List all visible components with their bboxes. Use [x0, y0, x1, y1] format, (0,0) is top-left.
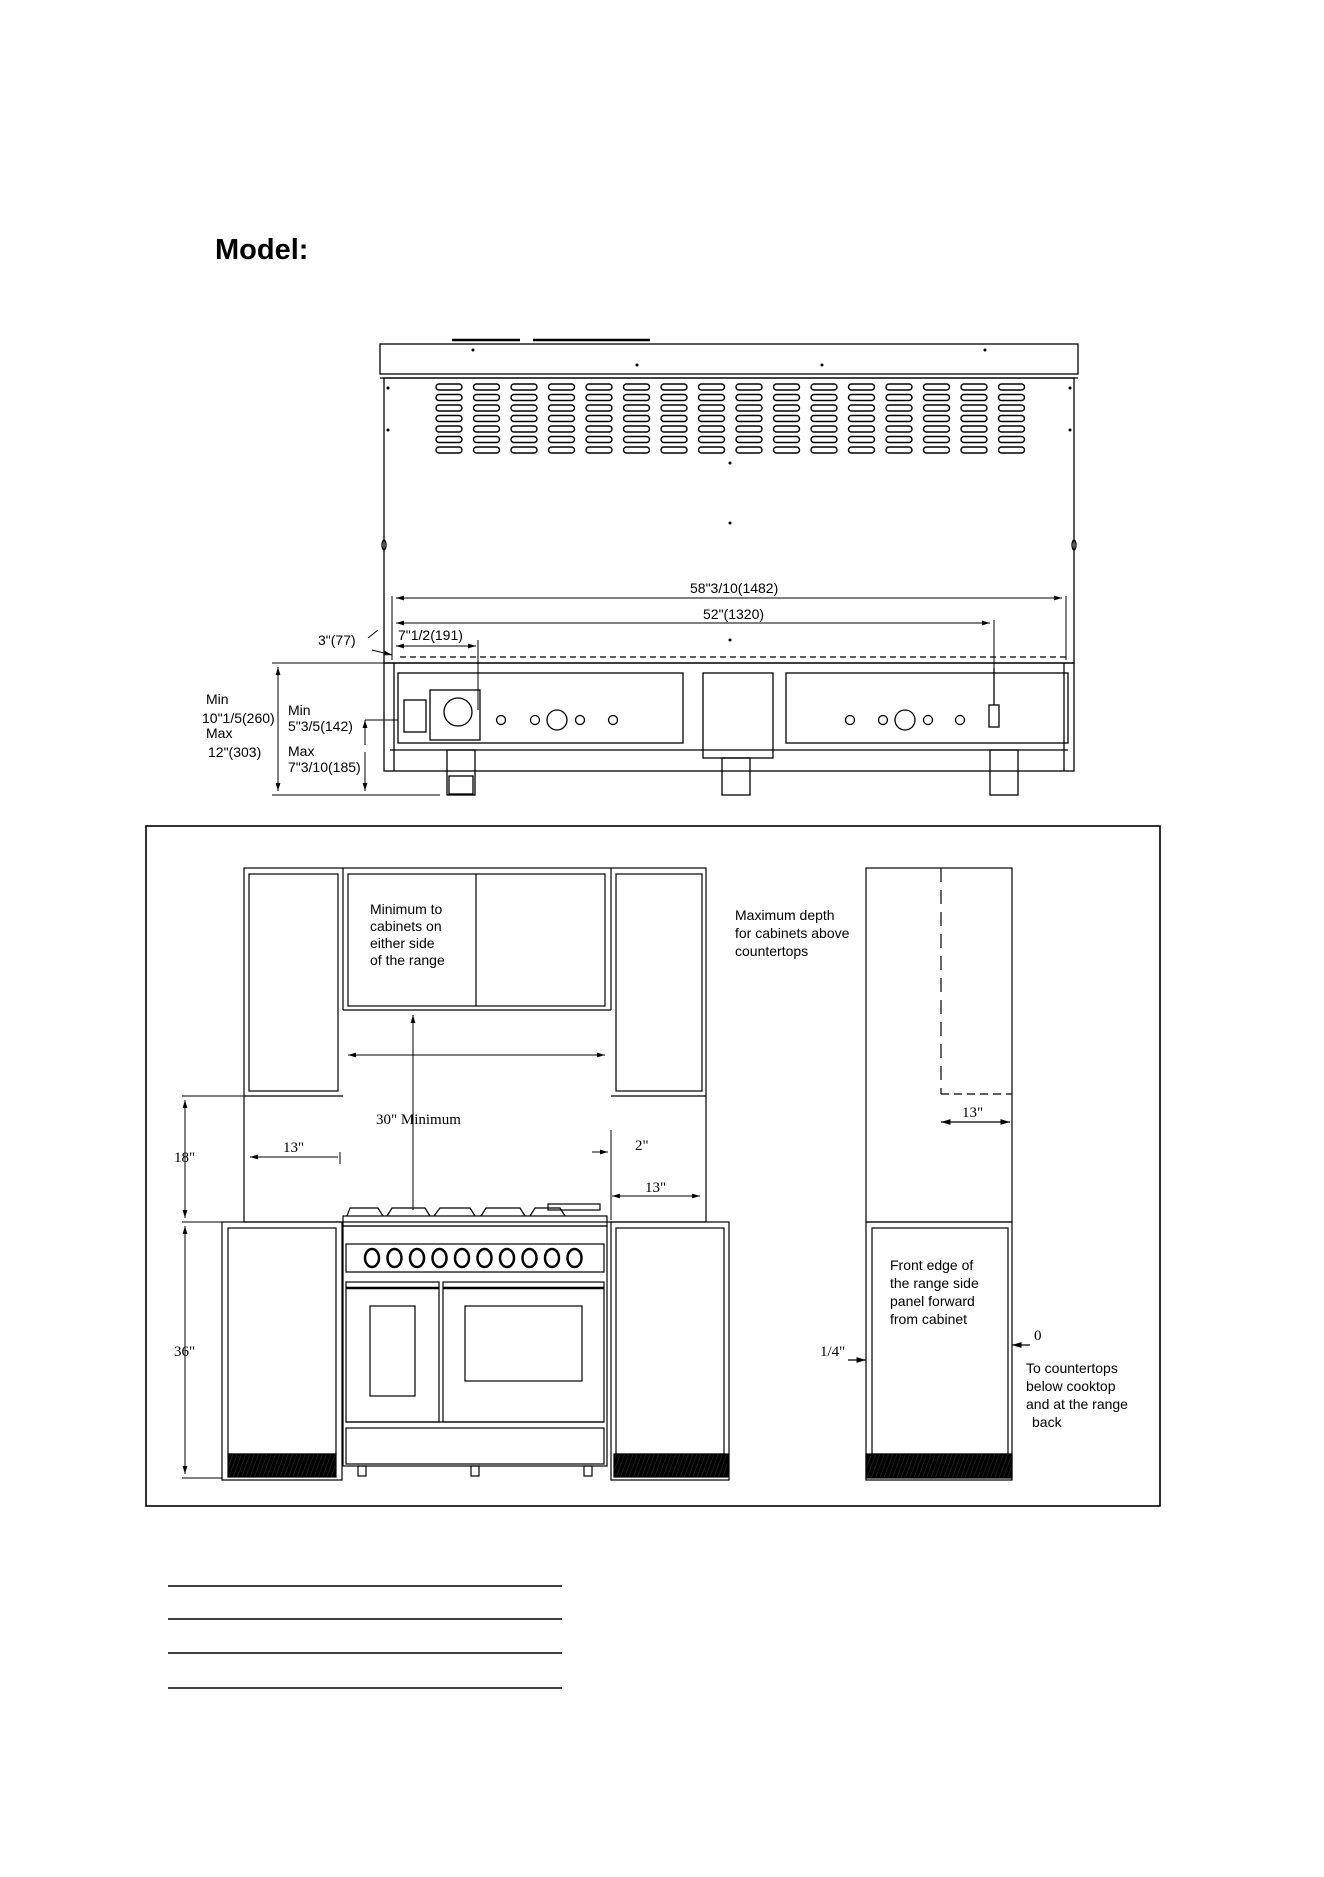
- vent-slot: [661, 437, 687, 443]
- note-front-line4: from cabinet: [890, 1311, 968, 1327]
- vent-slot: [511, 437, 537, 443]
- vent-slot: [436, 416, 462, 422]
- vent-slot: [474, 384, 500, 390]
- dim-13-side-label: 13": [962, 1105, 984, 1121]
- note-front-line3: panel forward: [890, 1293, 975, 1309]
- vent-slot: [999, 395, 1025, 401]
- rear-hole: [956, 716, 965, 725]
- base-cabinet-left-outer: [222, 1222, 342, 1480]
- range-knob: [388, 1249, 402, 1267]
- vent-slot: [736, 437, 762, 443]
- range-door-left: [346, 1282, 439, 1422]
- vent-slot: [699, 405, 725, 411]
- note-depth-line1: Maximum depth: [735, 907, 835, 923]
- base-cabinet-right: [616, 1228, 724, 1454]
- upper-cabinet-left: [249, 874, 338, 1091]
- vent-slot: [736, 447, 762, 453]
- base-cabinet-right-outer: [611, 1222, 729, 1480]
- note-depth-line3: countertops: [735, 943, 809, 959]
- vent-slot: [474, 447, 500, 453]
- dim-2-label: 2": [635, 1138, 649, 1154]
- range-knob: [433, 1249, 447, 1267]
- vent-slot: [999, 405, 1025, 411]
- dim-inner-label: 52"(1320): [703, 606, 765, 622]
- dim-18-label: 18": [174, 1150, 196, 1166]
- rear-hole: [879, 716, 888, 725]
- dim-overall-label: 58"3/10(1482): [690, 580, 779, 596]
- vent-slot: [549, 426, 575, 432]
- vent-slot: [549, 384, 575, 390]
- vent-slot: [886, 447, 912, 453]
- rear-hole: [924, 716, 933, 725]
- vent-slot: [436, 405, 462, 411]
- vent-slot: [661, 405, 687, 411]
- vent-slot: [624, 437, 650, 443]
- vent-slot: [886, 416, 912, 422]
- dim-line-corner: [372, 650, 392, 655]
- dim-max-value: 12"(303): [208, 744, 262, 760]
- blank-form-lines: [168, 1586, 562, 1688]
- vent-slot: [436, 437, 462, 443]
- vent-slot: [736, 395, 762, 401]
- rear-left-compartment: [398, 673, 683, 743]
- range-knob: [365, 1249, 379, 1267]
- range-knob: [410, 1249, 424, 1267]
- range-knob: [478, 1249, 492, 1267]
- range-drawer: [346, 1428, 604, 1464]
- vent-slot: [661, 384, 687, 390]
- vent-slot: [624, 395, 650, 401]
- vent-slot: [961, 416, 987, 422]
- vent-slot: [474, 437, 500, 443]
- rear-leg-center: [722, 758, 750, 795]
- vent-slot: [924, 426, 950, 432]
- range-griddle: [548, 1204, 600, 1210]
- vent-slot: [736, 384, 762, 390]
- vent-slot: [811, 384, 837, 390]
- rear-regulator: [404, 700, 426, 732]
- vent-slot: [774, 426, 800, 432]
- range-knob: [500, 1249, 514, 1267]
- vent-slot: [924, 384, 950, 390]
- model-label: Model:: [215, 234, 309, 266]
- range-front: [343, 1204, 607, 1476]
- vent-slot: [624, 447, 650, 453]
- dim-max2-label: Max: [288, 743, 315, 759]
- dim-min-value: 10"1/5(260): [202, 710, 275, 726]
- vent-slot: [586, 405, 612, 411]
- vent-slot: [999, 426, 1025, 432]
- vent-slot: [849, 405, 875, 411]
- vent-slot: [436, 426, 462, 432]
- wall-outline: [244, 868, 706, 1222]
- vent-slot: [774, 405, 800, 411]
- rear-view-drawing: [380, 340, 1078, 795]
- front-elevation: [222, 868, 729, 1480]
- dim-13-right-label: 13": [645, 1180, 667, 1196]
- vent-slot: [811, 426, 837, 432]
- dim-30-min-label: 30" Minimum: [376, 1112, 461, 1128]
- vent-slot: [849, 395, 875, 401]
- toe-kick-right: [614, 1454, 728, 1477]
- rear-hole: [846, 716, 855, 725]
- note-counter-line3: and at the range: [1026, 1396, 1128, 1412]
- vent-slot: [999, 384, 1025, 390]
- rear-hole-large: [547, 710, 567, 730]
- dim-zero-label: 0: [1034, 1328, 1042, 1344]
- upper-cabinet-right: [616, 874, 702, 1091]
- note-front-line1: Front edge of: [890, 1257, 974, 1273]
- vent-slot: [774, 416, 800, 422]
- vent-slot: [586, 437, 612, 443]
- dim-min2-value: 5"3/5(142): [288, 718, 353, 734]
- vent-slot: [661, 395, 687, 401]
- dim-quarter-label: 1/4": [820, 1344, 846, 1360]
- note-counter-line1: To countertops: [1026, 1360, 1118, 1376]
- vent-slot: [511, 405, 537, 411]
- vent-slot: [736, 416, 762, 422]
- vent-slot: [511, 447, 537, 453]
- vent-slot: [849, 426, 875, 432]
- vent-slot: [924, 405, 950, 411]
- vent-slot: [586, 447, 612, 453]
- rear-leg-right: [990, 750, 1018, 795]
- vent-slot: [886, 426, 912, 432]
- range-leg: [471, 1466, 479, 1476]
- vent-slot: [886, 405, 912, 411]
- vent-slot: [549, 416, 575, 422]
- range-knobs: [365, 1249, 582, 1267]
- range-control-panel: [346, 1244, 604, 1272]
- vent-slot: [924, 395, 950, 401]
- vent-slot: [699, 426, 725, 432]
- vent-slot: [661, 426, 687, 432]
- side-upper-outline: [866, 868, 1012, 1222]
- vent-slot: [886, 395, 912, 401]
- vent-slot: [774, 437, 800, 443]
- dim-max-label: Max: [206, 725, 233, 741]
- range-grates: [347, 1208, 565, 1216]
- vent-slot: [624, 384, 650, 390]
- vent-slot: [699, 416, 725, 422]
- vent-slot: [436, 447, 462, 453]
- vent-slot: [699, 437, 725, 443]
- rear-gas-inlet: [444, 698, 472, 726]
- vent-slot: [811, 416, 837, 422]
- rear-gas-plate: [430, 690, 480, 740]
- vent-slot: [549, 437, 575, 443]
- vent-slot: [699, 384, 725, 390]
- dim-left-offset-label: 7"1/2(191): [398, 627, 463, 643]
- vent-slot: [961, 384, 987, 390]
- vent-slot: [736, 426, 762, 432]
- vent-slot: [436, 395, 462, 401]
- rear-power-plug: [989, 705, 999, 727]
- vent-slot: [849, 384, 875, 390]
- vent-slot: [586, 426, 612, 432]
- rear-hole: [531, 716, 540, 725]
- vent-slot: [661, 416, 687, 422]
- vent-slot: [436, 384, 462, 390]
- note-min-line1: Minimum to: [370, 901, 443, 917]
- base-cabinet-left: [228, 1228, 336, 1454]
- vent-slot: [586, 395, 612, 401]
- vent-slot: [474, 416, 500, 422]
- vent-slot: [886, 437, 912, 443]
- rear-center-box: [703, 673, 773, 758]
- toe-kick-left: [228, 1454, 336, 1477]
- dim-max2-value: 7"3/10(185): [288, 759, 361, 775]
- note-depth-line2: for cabinets above: [735, 925, 850, 941]
- vent-slot: [474, 395, 500, 401]
- range-door-right: [443, 1282, 604, 1422]
- vent-slot: [886, 384, 912, 390]
- dim-13-left-label: 13": [283, 1140, 305, 1156]
- range-leg: [584, 1466, 592, 1476]
- vent-slot: [586, 384, 612, 390]
- vent-slot: [624, 405, 650, 411]
- note-front-line2: the range side: [890, 1275, 979, 1291]
- vent-slot: [849, 416, 875, 422]
- rear-hole-large: [895, 710, 915, 730]
- rear-leg-left-foot: [449, 776, 473, 794]
- vent-slot: [849, 437, 875, 443]
- vent-slot: [736, 405, 762, 411]
- range-knob: [568, 1249, 582, 1267]
- rear-hole: [576, 716, 585, 725]
- vent-slot: [624, 426, 650, 432]
- vent-slot: [699, 447, 725, 453]
- dim-min2-label: Min: [288, 702, 311, 718]
- vent-slot: [511, 426, 537, 432]
- range-window-right: [465, 1306, 582, 1381]
- vent-slot: [924, 447, 950, 453]
- vent-slot: [924, 416, 950, 422]
- note-min-line2: cabinets on: [370, 918, 442, 934]
- vent-slot: [549, 395, 575, 401]
- range-cooktop: [343, 1216, 607, 1226]
- side-elevation: [848, 868, 1030, 1480]
- vent-slot: [811, 395, 837, 401]
- vent-slot: [586, 416, 612, 422]
- rear-hole: [497, 716, 506, 725]
- vent-slot: [511, 384, 537, 390]
- vent-slot: [624, 416, 650, 422]
- note-min-line3: either side: [370, 935, 435, 951]
- rear-dimensions: [272, 596, 1066, 795]
- vent-slot: [474, 426, 500, 432]
- vent-slot: [699, 395, 725, 401]
- vent-slot: [774, 447, 800, 453]
- vent-slot: [999, 416, 1025, 422]
- vent-slot: [511, 416, 537, 422]
- vent-slot: [774, 395, 800, 401]
- vent-slot: [549, 405, 575, 411]
- dim-corner-label: 3"(77): [318, 632, 356, 648]
- rear-hole: [609, 716, 618, 725]
- rear-top-rail: [380, 344, 1078, 374]
- vent-slot: [961, 437, 987, 443]
- vent-slot: [961, 447, 987, 453]
- range-knob: [455, 1249, 469, 1267]
- vent-slot: [924, 437, 950, 443]
- range-leg: [358, 1466, 366, 1476]
- vent-slot: [511, 395, 537, 401]
- vent-slot: [661, 447, 687, 453]
- range-knob: [523, 1249, 537, 1267]
- note-counter-line4: back: [1032, 1414, 1062, 1430]
- vent-slot: [849, 447, 875, 453]
- front-labels: [174, 901, 666, 1360]
- vent-slot: [999, 447, 1025, 453]
- vent-slot: [961, 426, 987, 432]
- vent-slot: [999, 437, 1025, 443]
- rear-right-compartment: [786, 673, 1068, 743]
- note-min-line4: of the range: [370, 952, 445, 968]
- rear-lower-body: [384, 663, 1074, 771]
- dim-36-label: 36": [174, 1344, 196, 1360]
- vent-slot: [961, 395, 987, 401]
- vent-slot: [549, 447, 575, 453]
- note-counter-line2: below cooktop: [1026, 1378, 1116, 1394]
- front-dimensions: [182, 1015, 700, 1478]
- vent-slot: [811, 437, 837, 443]
- range-knob: [545, 1249, 559, 1267]
- dim-min-label: Min: [206, 691, 229, 707]
- vent-slot: [474, 405, 500, 411]
- vent-slot: [811, 447, 837, 453]
- rear-vent-grid: [436, 384, 1025, 453]
- range-window-left: [370, 1306, 415, 1396]
- vent-slot: [811, 405, 837, 411]
- vent-slot: [774, 384, 800, 390]
- side-toe-kick: [866, 1454, 1012, 1478]
- side-labels: [735, 907, 1128, 1430]
- rear-dimension-labels: [202, 580, 778, 775]
- vent-slot: [961, 405, 987, 411]
